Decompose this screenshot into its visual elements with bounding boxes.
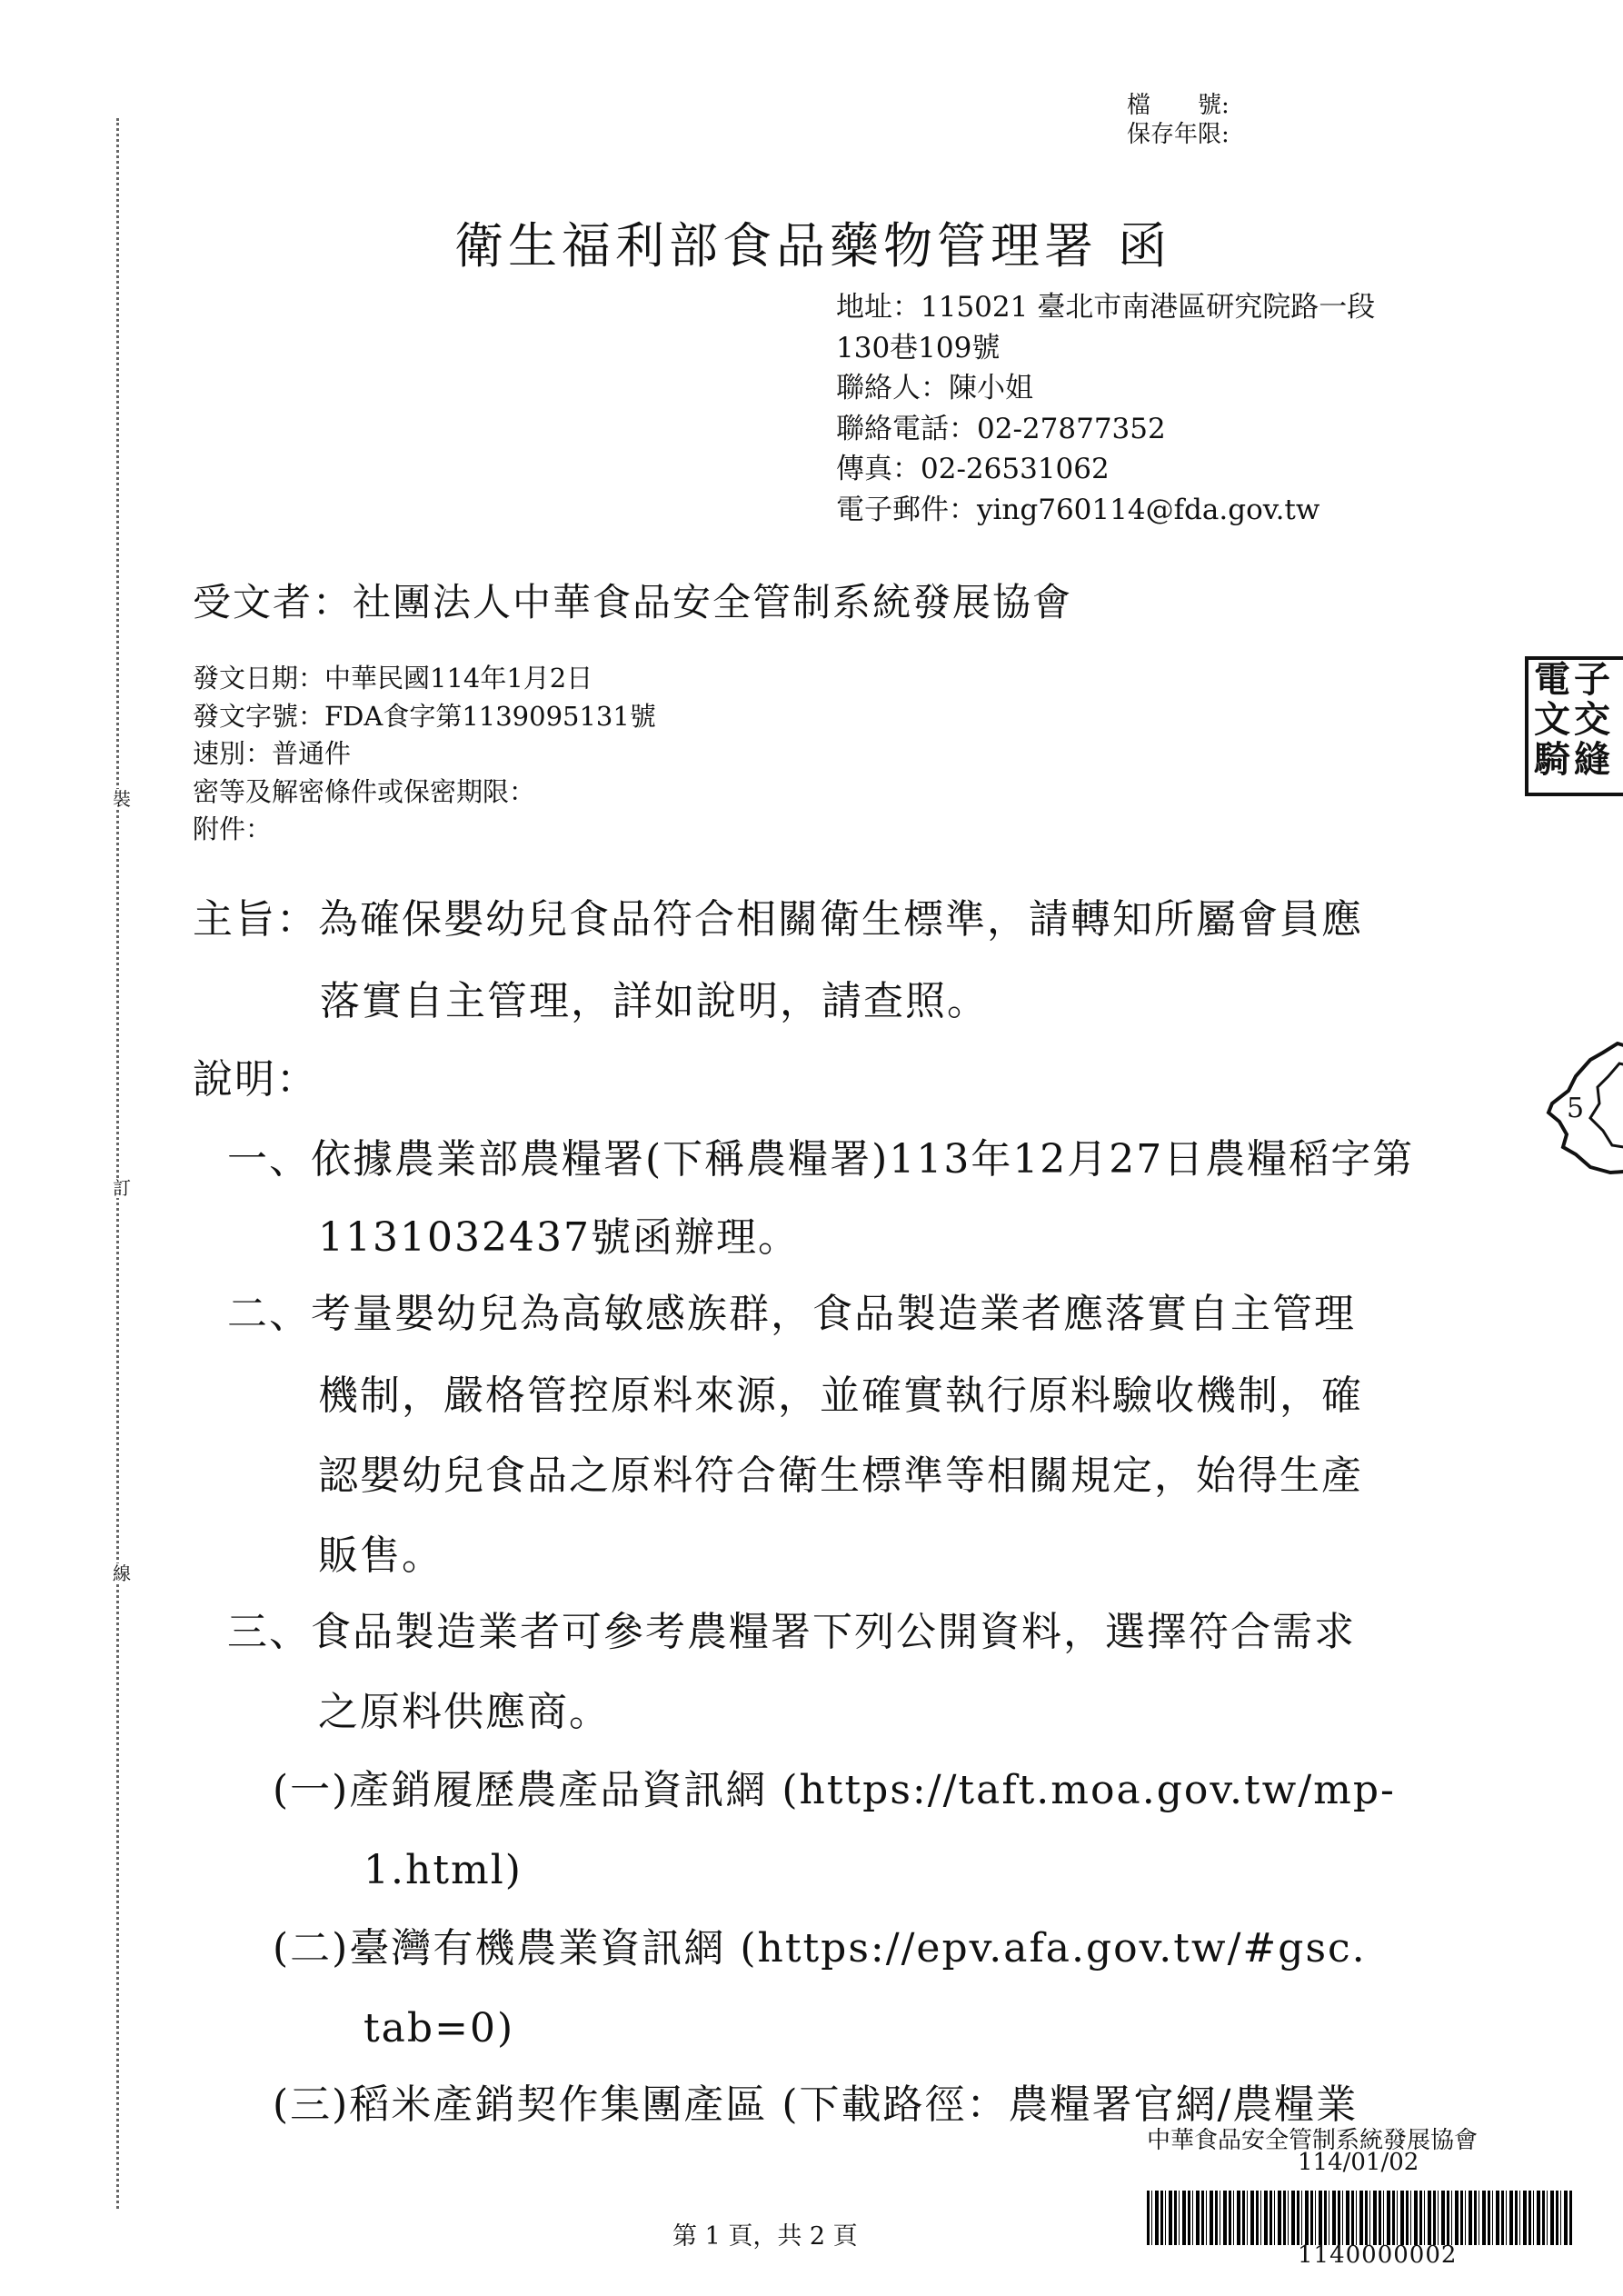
barcode-number: 1140000002 [1298,2241,1458,2269]
item-3-line-2: 之原料供應商。 [318,1689,611,1735]
subject-line-1: 主旨：為確保嬰幼兒食品符合相關衛生標準，請轉知所屬會員應 [193,896,1363,943]
sub-item-2-line-2: tab=0) [363,2005,515,2051]
contact-email: 電子郵件：ying760114@fda.gov.tw [836,493,1320,526]
sub-item-2-line-1: (二)臺灣有機農業資訊網 (https://epv.afa.gov.tw/#gsc. [273,1925,1367,1972]
page-indicator: 第 1 頁，共 2 頁 [672,2222,858,2251]
item-2-line-4: 販售。 [318,1532,443,1579]
contact-phone: 聯絡電話：02-27877352 [836,412,1166,445]
contact-block [836,287,1375,530]
receive-date: 114/01/02 [1298,2149,1419,2176]
address-line-2: 130巷109號 [836,331,1001,364]
address-line-1: 地址：115021 臺北市南港區研究院路一段 [836,291,1376,324]
recipient: 受文者：社團法人中華食品安全管制系統發展協會 [193,580,1073,624]
item-2-line-1: 二、考量嬰幼兒為高敏感族群，食品製造業者應落實自主管理 [227,1291,1356,1337]
document-metadata [193,660,656,849]
seal-number: 5 [1567,1093,1585,1124]
attachment: 附件： [193,814,273,844]
binding-dotted-line [116,118,119,2209]
item-1-line-2: 1131032437號函辦理。 [318,1214,800,1261]
binding-mark-ding: 訂 [113,1177,131,1199]
delivery-speed: 速別：普通件 [193,738,352,769]
contact-person: 聯絡人：陳小姐 [836,372,1033,404]
file-number-label: 檔 號: [1127,92,1230,119]
stamp-line-2: 文交 [1534,698,1614,741]
explanation-label: 說明： [193,1056,318,1103]
stamp-line-3: 騎縫 [1534,738,1614,781]
sub-item-1-line-2: 1.html) [363,1847,523,1893]
receiver-organization: 中華食品安全管制系統發展協會 [1147,2127,1479,2154]
retention-period-label: 保存年限: [1127,121,1230,148]
contact-fax: 傳真：02-26531062 [836,453,1110,485]
binding-mark-zhuang: 裝 [113,788,131,810]
barcode-icon [1147,2191,1574,2245]
electronic-seam-stamp [1525,656,1623,796]
stamp-line-1: 電子 [1534,658,1614,701]
item-2-line-3: 認嬰幼兒食品之原料符合衛生標準等相關規定，始得生產 [318,1452,1363,1499]
sub-item-3-line-1: (三)稻米產銷契作集團產區 (下載路徑：農糧署官網/農糧業 [273,2081,1359,2128]
sub-item-1-line-1: (一)產銷履歷農產品資訊網 (https://taft.moa.gov.tw/mp- [273,1767,1396,1813]
file-number-block [1127,91,1230,149]
document-title: 衛生福利部食品藥物管理署 函 [454,217,1172,275]
document-number: 發文字號：FDA食字第1139095131號 [193,700,656,732]
binding-mark-xian: 線 [113,1562,131,1584]
item-1-line-1: 一、依據農業部農糧署(下稱農糧署)113年12月27日農糧稻字第 [227,1136,1415,1183]
item-3-line-1: 三、食品製造業者可參考農糧署下列公開資料，選擇符合需求 [227,1609,1356,1655]
subject-line-2: 落實自主管理，詳如說明，請查照。 [320,978,989,1024]
secrecy-level: 密等及解密條件或保密期限： [193,775,536,807]
issue-date: 發文日期：中華民國114年1月2日 [193,663,593,694]
item-2-line-2: 機制，嚴格管控原料來源，並確實執行原料驗收機制，確 [318,1373,1363,1419]
